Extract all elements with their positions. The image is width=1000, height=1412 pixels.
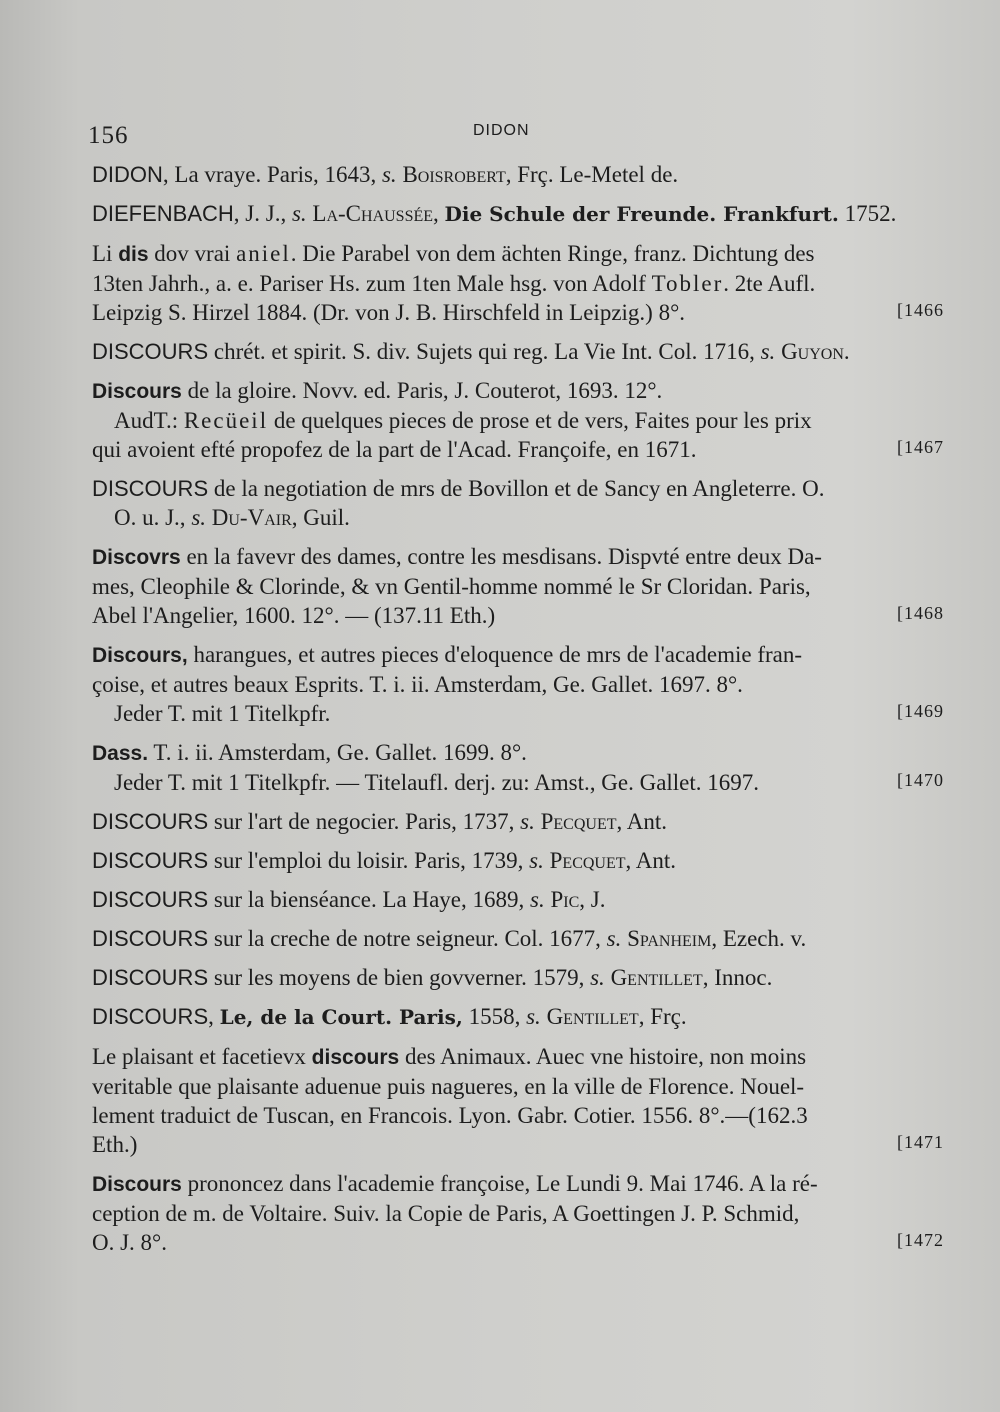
page-number: 156 xyxy=(88,122,129,149)
entry-line xyxy=(92,846,888,875)
page-header xyxy=(88,118,948,154)
entry-text: T. i. ii. Amsterdam, Ge. Gallet. 1699. 8°. xyxy=(148,740,527,765)
entry-line xyxy=(92,572,888,601)
bibliography-entry xyxy=(92,1042,950,1159)
bibliography-entry xyxy=(92,199,950,229)
entry-line xyxy=(92,435,888,464)
entry-text: DISCOURS xyxy=(92,887,209,912)
entry-text: Tobler xyxy=(651,271,724,296)
entry-text: DISCOURS xyxy=(92,848,209,873)
entry-text: aniel xyxy=(236,241,291,266)
entry-text: çoise, et autres beaux Esprits. T. i. ii. Amsterdam, Ge. Gallet. 1697. 8°. xyxy=(92,672,743,697)
entry-number: [1470 xyxy=(897,770,944,790)
entry-text: DIDON xyxy=(92,162,163,187)
entry-text: s. xyxy=(381,162,397,187)
bibliography-entry xyxy=(92,239,950,327)
entry-line xyxy=(92,1072,888,1101)
entry-text: chrét. et spirit. S. div. Sujets qui reg. La Vie Int. Col. 1716, xyxy=(208,339,761,364)
entry-text: . 2te Aufl. xyxy=(723,271,816,296)
entry-line xyxy=(92,924,888,953)
entry-text: Die Schule der Freunde. Frankfurt. xyxy=(444,202,839,226)
entry-line xyxy=(92,474,888,503)
bibliography-entry xyxy=(92,885,950,914)
entry-text: Discovrs xyxy=(92,546,181,569)
entry-text: AudT.: xyxy=(114,408,184,433)
entry-text: s. xyxy=(760,339,776,364)
entry-text: , Frç. xyxy=(638,1004,687,1029)
entry-text: Le, de la Court. Paris, xyxy=(219,1005,463,1029)
entry-text: , Ant. xyxy=(625,848,677,873)
entry-line xyxy=(92,885,888,914)
entry-line xyxy=(92,269,888,298)
entry-text: 1558, xyxy=(462,1004,527,1029)
entry-text: , xyxy=(208,1004,220,1029)
entry-text: s. xyxy=(590,965,605,990)
entry-line xyxy=(92,1130,888,1159)
entry-text: sur les moyens de bien govverner. 1579, xyxy=(208,965,591,990)
entry-text: Discours xyxy=(92,1173,182,1196)
entry-text: Le plaisant et facetievx xyxy=(92,1044,312,1069)
entry-line xyxy=(92,542,888,572)
entry-text: lement traduict de Tuscan, en Francois. Lyon. Gabr. Cotier. 1556. 8°.—(162.3 xyxy=(92,1103,808,1128)
entry-text: s. xyxy=(191,505,207,530)
entry-text: , J. J., xyxy=(233,201,292,226)
entry-text: Pecquet xyxy=(534,809,617,834)
entry-text: , Guil. xyxy=(291,505,350,530)
bibliography-entry xyxy=(92,542,950,630)
entry-text: DISCOURS xyxy=(92,926,209,951)
entry-number: [1467 xyxy=(897,437,944,457)
entry-text: Dass. xyxy=(92,742,149,765)
bibliography-entry xyxy=(92,1002,950,1032)
entry-text: s. xyxy=(526,1004,541,1029)
entry-text: Abel l'Angelier, 1600. 12°. — (137.11 Eth.) xyxy=(92,603,496,628)
entry-text: Gentillet xyxy=(604,965,703,990)
entry-text: s. xyxy=(291,201,307,226)
entry-text: ception de m. de Voltaire. Suiv. la Copie de Paris, A Goettingen J. P. Schmid, xyxy=(92,1201,800,1226)
entry-line xyxy=(92,199,897,229)
entry-text: s. xyxy=(529,848,544,873)
entry-text: , Ezech. v. xyxy=(711,926,807,951)
entry-text: O. u. J., xyxy=(114,505,192,530)
bibliography-entry xyxy=(92,924,950,953)
bibliography-entries xyxy=(92,160,950,1267)
entry-text: Discours xyxy=(92,380,182,403)
entry-text: Eth.) xyxy=(92,1132,138,1157)
entry-text: La-Chaussée xyxy=(306,201,434,226)
entry-number: [1466 xyxy=(897,300,944,320)
entry-text: Pic xyxy=(544,887,580,912)
entry-line xyxy=(92,503,888,532)
entry-text: harangues, et autres pieces d'eloquence de mrs de l'academie fran- xyxy=(187,642,802,667)
entry-text: Pecquet xyxy=(543,848,626,873)
entry-number: [1468 xyxy=(897,603,944,623)
running-head: DIDON xyxy=(473,122,530,139)
bibliography-entry xyxy=(92,376,950,464)
entry-text: Jeder T. mit 1 Titelkpfr. xyxy=(114,701,331,726)
entry-text: DISCOURS xyxy=(92,809,209,834)
entry-line xyxy=(92,337,888,366)
entry-text: , Ant. xyxy=(616,809,667,834)
entry-text: DISCOURS xyxy=(92,1004,209,1029)
entry-line xyxy=(92,406,888,435)
entry-line xyxy=(92,807,888,836)
entry-line xyxy=(92,1228,888,1257)
entry-text: de la negotiation de mrs de Bovillon et de Sancy en Angleterre. O. xyxy=(208,476,825,501)
entry-text: DISCOURS xyxy=(92,476,209,501)
entry-text: dis xyxy=(118,243,149,266)
entry-text: . Die Parabel von dem ächten Ringe, franz. Dichtung des xyxy=(290,241,815,266)
entry-text: Jeder T. mit 1 Titelkpfr. — Titelaufl. derj. zu: Amst., Ge. Gallet. 1697. xyxy=(114,770,760,795)
entry-text: sur l'art de negocier. Paris, 1737, xyxy=(208,809,521,834)
entry-line xyxy=(92,376,888,406)
entry-text: , J. xyxy=(579,887,606,912)
bibliography-entry xyxy=(92,807,950,836)
entry-line xyxy=(92,1002,888,1032)
entry-line xyxy=(92,601,888,630)
entry-line xyxy=(92,1169,888,1199)
entry-line xyxy=(92,738,888,768)
entry-text: Gentillet xyxy=(540,1004,639,1029)
bibliography-entry xyxy=(92,640,950,728)
entry-text: , La vrayе. Paris, 1643, xyxy=(162,162,382,187)
entry-number: [1469 xyxy=(897,701,944,721)
entry-text: des Animaux. Auec vne histoire, non moins xyxy=(399,1044,807,1069)
entry-text: Li xyxy=(92,241,119,266)
entry-text: sur la creche de notre seigneur. Col. 1677, xyxy=(208,926,607,951)
entry-line xyxy=(92,1199,888,1228)
entry-text: veritable que plaisante aduenue puis nagueres, en la ville de Florence. Nouel- xyxy=(92,1074,805,1099)
entry-text: qui avoient efté propofez de la part de l'Acad. Françoife, en 1671. xyxy=(92,437,697,462)
entry-text: en la favevr des dames, contre les mesdisans. Dispvté entre deux Da- xyxy=(180,544,822,569)
entry-text: discours xyxy=(311,1046,400,1069)
entry-number: [1471 xyxy=(897,1132,944,1152)
entry-text: sur la bienséance. La Haye, 1689, xyxy=(208,887,531,912)
entry-line xyxy=(92,298,888,327)
entry-text: Discours, xyxy=(92,644,188,667)
entry-text: s. xyxy=(606,926,622,951)
entry-text: Guyon. xyxy=(775,339,850,364)
entry-text: s. xyxy=(530,887,545,912)
entry-line xyxy=(92,699,888,728)
entry-line xyxy=(92,768,888,797)
entry-text: , Frç. Le-Metel de. xyxy=(505,162,679,187)
bibliography-entry xyxy=(92,474,950,532)
entry-line xyxy=(92,239,888,269)
entry-text: de quelques pieces de prose et de vers, Faites pour les prix xyxy=(268,408,812,433)
bibliography-entry xyxy=(92,160,950,189)
bibliography-entry xyxy=(92,963,950,992)
entry-text: O. J. 8°. xyxy=(92,1230,168,1255)
bibliography-entry xyxy=(92,1169,950,1257)
entry-text: 13ten Jahrh., a. e. Pariser Hs. zum 1ten Male hsg. von Adolf xyxy=(92,271,652,296)
entry-text: , xyxy=(433,201,445,226)
entry-text: dov vrai xyxy=(148,241,237,266)
entry-text: Leipzig S. Hirzel 1884. (Dr. von J. B. Hirschfeld in Leipzig.) 8°. xyxy=(92,300,686,325)
entry-text: de la gloire. Novv. ed. Paris, J. Couterot, 1693. 12°. xyxy=(181,378,663,403)
entry-text: , Innoc. xyxy=(702,965,773,990)
bibliography-entry xyxy=(92,846,950,875)
entry-text: Spanheim xyxy=(621,926,712,951)
entry-line xyxy=(92,160,888,189)
entry-text: Boisrobert xyxy=(396,162,506,187)
entry-number: [1472 xyxy=(897,1230,944,1250)
entry-line xyxy=(92,1101,888,1130)
entry-text: mes, Cleophile & Clorinde, & vn Gentil-homme nommé le Sr Cloridan. Paris, xyxy=(92,574,811,599)
entry-text: DISCOURS xyxy=(92,339,209,364)
entry-text: s. xyxy=(520,809,535,834)
entry-line xyxy=(92,1042,888,1072)
bibliography-entry xyxy=(92,738,950,797)
entry-text: Recüeil xyxy=(183,408,269,433)
entry-text: DISCOURS xyxy=(92,965,209,990)
entry-text: Du-Vair xyxy=(206,505,292,530)
entry-text: DIEFENBACH xyxy=(92,201,234,226)
bibliography-entry xyxy=(92,337,950,366)
entry-line xyxy=(92,640,888,670)
entry-text: prononcez dans l'academie françoise, Le Lundi 9. Mai 1746. A la ré- xyxy=(181,1171,818,1196)
entry-line xyxy=(92,963,888,992)
entry-text: 1752. xyxy=(838,201,897,226)
entry-line xyxy=(92,670,888,699)
entry-text: sur l'emploi du loisir. Paris, 1739, xyxy=(208,848,530,873)
